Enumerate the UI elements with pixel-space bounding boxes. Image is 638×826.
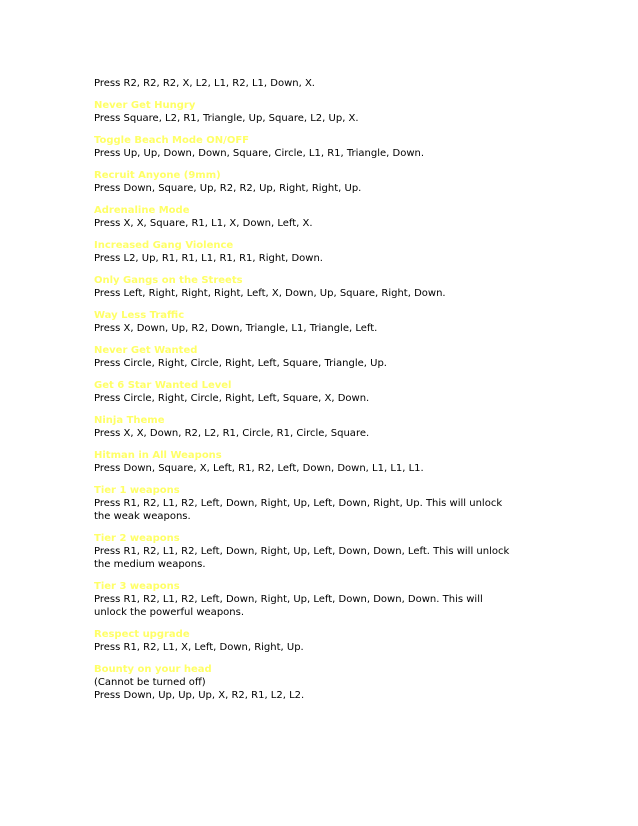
- cheat-code-line: Press Down, Square, Up, R2, R2, Up, Right, Right, Up.: [94, 183, 362, 194]
- cheat-code-line: Press Down, Square, X, Left, R1, R2, Left, Down, Down, L1, L1, L1.: [94, 463, 424, 474]
- intro-line: Press R2, R2, R2, X, L2, L1, R2, L1, Down, X.: [94, 78, 315, 89]
- cheat-code-line: Press Left, Right, Right, Right, Left, X, Down, Up, Square, Right, Down.: [94, 288, 446, 299]
- cheat-entry: [94, 240, 509, 265]
- cheat-list: [94, 100, 509, 712]
- cheat-code-line: the weak weapons.: [94, 511, 191, 522]
- cheat-entry: [94, 664, 509, 702]
- cheat-code-line: the medium weapons.: [94, 559, 206, 570]
- cheat-title: Never Get Hungry: [94, 100, 196, 111]
- cheat-title: Get 6 Star Wanted Level: [94, 380, 232, 391]
- cheat-title: Way Less Traffic: [94, 310, 185, 321]
- cheat-title: Tier 3 weapons: [94, 581, 180, 592]
- cheat-code-line: Press L2, Up, R1, R1, L1, R1, R1, Right, Down.: [94, 253, 323, 264]
- cheat-title: Respect upgrade: [94, 629, 190, 640]
- cheat-code-line: Press X, X, Square, R1, L1, X, Down, Left, X.: [94, 218, 313, 229]
- cheat-entry: [94, 581, 509, 619]
- cheat-title: Only Gangs on the Streets: [94, 275, 243, 286]
- cheat-entry: [94, 205, 509, 230]
- cheat-title: Tier 1 weapons: [94, 485, 180, 496]
- cheat-code-line: (Cannot be turned off): [94, 677, 206, 688]
- cheat-entry: [94, 485, 509, 523]
- cheat-code-line: unlock the powerful weapons.: [94, 607, 245, 618]
- cheat-title: Never Get Wanted: [94, 345, 198, 356]
- cheat-code-line: Press Circle, Right, Circle, Right, Left, Square, X, Down.: [94, 393, 370, 404]
- cheat-code-line: Press Circle, Right, Circle, Right, Left, Square, Triangle, Up.: [94, 358, 387, 369]
- cheat-title: Bounty on your head: [94, 664, 212, 675]
- cheat-title: Adrenaline Mode: [94, 205, 190, 216]
- cheat-code-line: Press R1, R2, L1, R2, Left, Down, Right, Up, Left, Down, Down, Down. This will: [94, 594, 483, 605]
- cheat-code-line: Press Up, Up, Down, Down, Square, Circle, L1, R1, Triangle, Down.: [94, 148, 425, 159]
- cheat-title: Hitman in All Weapons: [94, 450, 222, 461]
- cheat-entry: [94, 275, 509, 300]
- cheat-entry: [94, 629, 509, 654]
- cheat-title: Toggle Beach Mode ON/OFF: [94, 135, 249, 146]
- cheat-code-line: Press Down, Up, Up, Up, X, R2, R1, L2, L2.: [94, 690, 305, 701]
- cheat-entry: [94, 415, 509, 440]
- cheat-entry: [94, 170, 509, 195]
- cheat-code-line: Press X, Down, Up, R2, Down, Triangle, L1, Triangle, Left.: [94, 323, 378, 334]
- cheat-entry: [94, 100, 509, 125]
- cheat-code-line: Press R1, R2, L1, R2, Left, Down, Right, Up, Left, Down, Down, Left. This will unlock: [94, 546, 510, 557]
- cheat-title: Recruit Anyone (9mm): [94, 170, 221, 181]
- cheat-entry: [94, 380, 509, 405]
- cheat-entry: [94, 345, 509, 370]
- cheat-title: Increased Gang Violence: [94, 240, 234, 251]
- cheat-title: Ninja Theme: [94, 415, 165, 426]
- cheat-entry: [94, 135, 509, 160]
- cheat-entry: [94, 533, 509, 571]
- cheat-code-line: Press R1, R2, L1, R2, Left, Down, Right, Up, Left, Down, Right, Up. This will unlock: [94, 498, 503, 509]
- cheat-code-line: Press R1, R2, L1, X, Left, Down, Right, Up.: [94, 642, 304, 653]
- cheat-title: Tier 2 weapons: [94, 533, 180, 544]
- cheat-code-line: Press Square, L2, R1, Triangle, Up, Square, L2, Up, X.: [94, 113, 359, 124]
- cheat-entry: [94, 450, 509, 475]
- cheat-entry: [94, 310, 509, 335]
- cheat-code-line: Press X, X, Down, R2, L2, R1, Circle, R1, Circle, Square.: [94, 428, 370, 439]
